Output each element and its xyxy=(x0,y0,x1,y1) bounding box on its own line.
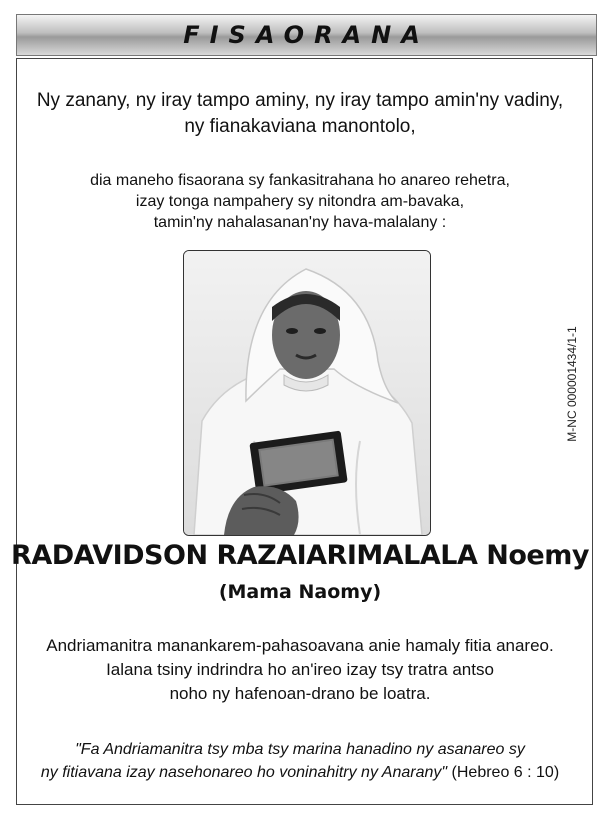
quote-line-with-ref xyxy=(0,761,600,784)
quote-line: "Fa Andriamanitra tsy mba tsy marina hanadino ny asanareo sy xyxy=(75,741,525,758)
quote-line: ny fitiavana izay nasehonareo ho voninahitry ny Anarany" xyxy=(40,764,448,781)
thanks-message xyxy=(0,634,600,706)
intro-line: izay tonga nampahery sy nitondra am-bavaka, xyxy=(135,193,465,210)
intro-thanks xyxy=(0,170,600,233)
intro-family xyxy=(0,88,600,140)
thanks-line: Andriamanitra manankarem-pahasoavana anie hamaly fitia anareo. xyxy=(46,636,554,655)
header-title: FISAORANA xyxy=(183,21,430,49)
portrait-photo xyxy=(183,250,431,536)
bible-quote xyxy=(0,738,600,784)
quote-reference: (Hebreo 6 : 10) xyxy=(451,764,560,781)
thanks-line: noho ny hafenoan-drano be loatra. xyxy=(169,684,431,703)
intro-line: Ny zanany, ny iray tampo aminy, ny iray tampo amin'ny vadiny, xyxy=(36,90,564,111)
deceased-nickname: (Mama Naomy) xyxy=(218,581,382,603)
intro-line: ny fianakaviana manontolo, xyxy=(184,116,416,137)
portrait-illustration xyxy=(184,251,430,535)
reference-code: M-NC 000001434/1-1 xyxy=(565,326,579,442)
intro-line: tamin'ny nahalasanan'ny hava-malalany : xyxy=(153,214,447,231)
header-banner xyxy=(16,14,597,56)
intro-line: dia maneho fisaorana sy fankasitrahana ho anareo rehetra, xyxy=(90,172,510,189)
deceased-name: RADAVIDSON RAZAIARIMALALA Noemy xyxy=(11,540,589,571)
thanks-line: Ialana tsiny indrindra ho an'ireo izay tsy tratra antso xyxy=(106,660,494,679)
